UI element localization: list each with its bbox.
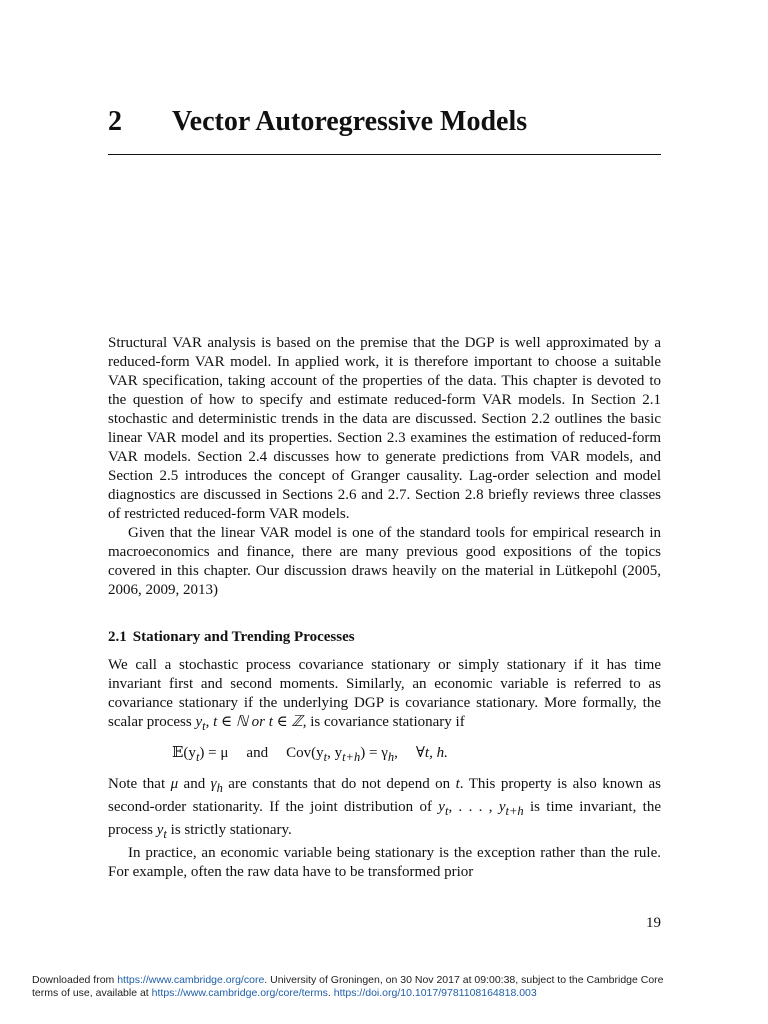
intro-paragraph-2: Given that the linear VAR model is one of the standard tools for empirical research in macroeconomics and finance, there are many previous good expositions of the topics covered in this chapter. Our discussion draws heavily on the material in Lütkepohl (2005, 2006, 2009, 2013) (108, 525, 661, 598)
section-title (108, 628, 661, 647)
equation: $𝔼(y_t) = \mu$ and $Cov(y_t$, $y_{t+h}) = \gamma_h$, ∀t, h. (172, 745, 448, 764)
section-paragraph-3: In practice, an economic variable being stationary is the exception rather than the rule. For example, often the raw data have to be transformed prior (108, 845, 661, 880)
page-number: 19 (646, 915, 661, 931)
section-paragraph-2: Note that μ and $\gamma_h$ are constants that do not depend on t. This property is also known as second-order stationarity. If the joint distribution of $y_t$, . . . , $y_{t+h}$ is time invariant, the process $y_t$ is strictly stationary. (108, 776, 661, 841)
section-paragraph-1: We call a stochastic process covariance stationary or simply stationary if it has time invariant first and second moments. Similarly, an economic variable is referred to as covariance stationary if the underlying DGP is covariance stationary. More formally, the scalar process $y_t$, t ∈ ℕ or t ∈ ℤ, is covariance stationary if (108, 657, 661, 733)
download-footer: Downloaded from https://www.cambridge.org/core. University of Groningen, on 30 Nov 2017 at 09:00:38, subject to the Cambridge Core terms of use, available at https://www.cambridge.org/core/terms. https://doi.org/10.1017/9781108164818.003 (32, 974, 664, 999)
heading-rule (108, 154, 661, 155)
doi-link[interactable]: https://doi.org/10.1017/9781108164818.003 (333, 987, 537, 999)
cambridge-core-link[interactable]: https://www.cambridge.org/core (117, 974, 265, 986)
section-number: 2.1 (108, 629, 127, 645)
terms-link[interactable]: https://www.cambridge.org/core/terms (151, 987, 328, 999)
chapter-number: 2 (108, 106, 122, 137)
chapter-heading (108, 104, 661, 140)
section-title-text: Stationary and Trending Processes (132, 629, 355, 645)
intro-paragraph-1: Structural VAR analysis is based on the premise that the DGP is well approximated by a reduced-form VAR model. In applied work, it is therefore important to choose a suitable VAR specification, taking account of the properties of the data. This chapter is devoted to the question of how to specify and estimate reduced-form VAR models. In Section 2.1 stochastic and deterministic trends in the data are discussed. Section 2.2 outlines the basic linear VAR model and its properties. Section 2.3 examines the estimation of reduced-form VAR models. Section 2.4 discusses how to generate predictions from VAR models, and Section 2.5 introduces the concept of Granger causality. Lag-order selection and model diagnostics are discussed in Sections 2.6 and 2.7. Section 2.8 briefly reviews three classes of restricted reduced-form VAR models. (108, 335, 661, 522)
body-text (108, 334, 661, 882)
chapter-title: Vector Autoregressive Models (172, 106, 528, 137)
